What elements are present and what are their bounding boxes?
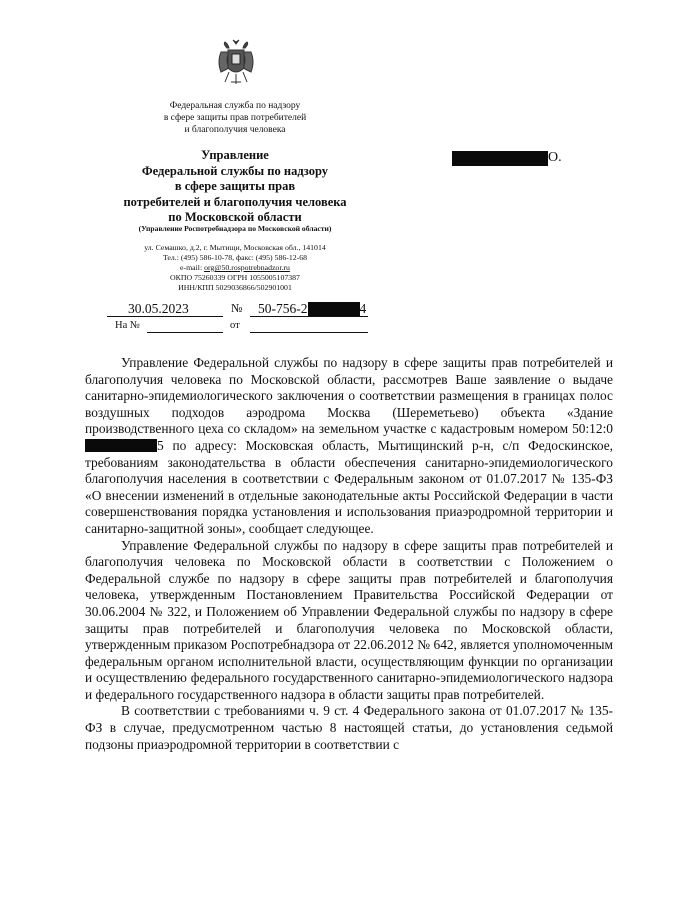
number-prefix: 50-756-2 <box>258 301 308 316</box>
coat-of-arms-icon <box>213 38 259 88</box>
paragraph: В соответствии с требованиями ч. 9 ст. 4 Федерального закона от 01.07.2017 № 135-ФЗ в случае, предусмотренном частью 8 настоящей статьи, до установления седьмой подзоны приаэродромной территории в соответствии с <box>85 703 613 752</box>
from-underline <box>250 332 368 333</box>
letter-body <box>85 355 613 753</box>
paragraph-text: Управление Федеральной службы по надзору в сфере защиты прав потребителей и благополучия человека по Московской области, рассмотрев Ваше заявление о выдаче санитарно-эпидемиологического заключения о соответствии размещения в границах полос воздушных подходов аэродрома Москва (Шереметьево) объекта «Здание производственного цеха со складом» на земельном участке с кадастровым номером 50:12:0 <box>85 355 613 437</box>
number-suffix: 4 <box>359 301 367 316</box>
recipient <box>452 150 562 166</box>
agency-line: и благополучия человека <box>184 125 286 135</box>
agency-name <box>130 100 340 136</box>
department-line: Управление <box>201 148 269 162</box>
address: ул. Семашко, д.2, г. Мытищи, Московская обл., 141014 <box>144 243 326 252</box>
reference-label: На № <box>115 320 140 331</box>
date-underline <box>107 316 223 317</box>
recipient-redaction <box>452 151 548 166</box>
org-codes: ОКПО 75260339 ОГРН 1055005107387 <box>170 273 300 282</box>
contact-block <box>110 243 360 293</box>
email-link[interactable]: org@50.rospotrebnadzor.ru <box>204 263 290 272</box>
department-line: в сфере защиты прав <box>174 179 296 193</box>
department-short-name: (Управление Роспотребнадзора по Московской области) <box>138 224 332 233</box>
paragraph-text: 5 по адресу: Московская область, Мытищинский р-н, с/п Федоскинское, требованиям законодательства в области обеспечения санитарно-эпидемиологического благополучия населения в соответствии с Федеральным законом от 01.07.2017 № 135-ФЗ «О внесении изменений в отдельные законодательные акты Российской Федерации в части совершенствования порядка установления и использования приаэродромной территории и санитарно-защитной зоны», сообщает следующее. <box>85 437 613 536</box>
recipient-suffix: О. <box>548 150 562 165</box>
department-line: по Московской области <box>168 210 302 224</box>
inn-kpp: ИНН/КПП 5029036866/502901001 <box>178 283 292 292</box>
department-name <box>100 148 370 226</box>
department-line: Федеральной службы по надзору <box>141 163 329 178</box>
document-date: 30.05.2023 <box>128 301 189 316</box>
number-sign: № <box>231 301 243 315</box>
paragraph <box>85 355 613 538</box>
number-underline <box>250 316 368 317</box>
number-redaction <box>308 302 360 316</box>
agency-line: в сфере защиты прав потребителей <box>163 113 307 123</box>
email-line <box>110 263 360 273</box>
from-label: от <box>230 320 240 331</box>
document-number <box>258 301 366 317</box>
reference-underline <box>147 332 223 333</box>
cadastral-redaction <box>85 439 157 452</box>
department-line: потребителей и благополучия человека <box>123 194 347 209</box>
paragraph: Управление Федеральной службы по надзору в сфере защиты прав потребителей и благополучия человека по Московской области в соответствии с Положением о Федеральной службе по надзору в сфере защиты прав потребителей и благополучия человека, утвержденным Постановлением Правительства Российской Федерации от 30.06.2004 № 322, и Положением об Управлении Федеральной службы по надзору в сфере защиты прав потребителей и благополучия человека по Московской области, утвержденным приказом Роспотребнадзора от 22.06.2012 № 642, является уполномоченным федеральным органом исполнительной власти, осуществляющим функции по организации и осуществлению федерального государственного санитарно-эпидемиологического надзора и федерального государственного надзора в области защиты прав потребителей. <box>85 537 613 702</box>
phones: Тел.: (495) 586-10-78, факс: (495) 586-12-68 <box>162 253 308 262</box>
email-label: e-mail: <box>180 263 205 272</box>
agency-line: Федеральная служба по надзору <box>169 101 301 111</box>
